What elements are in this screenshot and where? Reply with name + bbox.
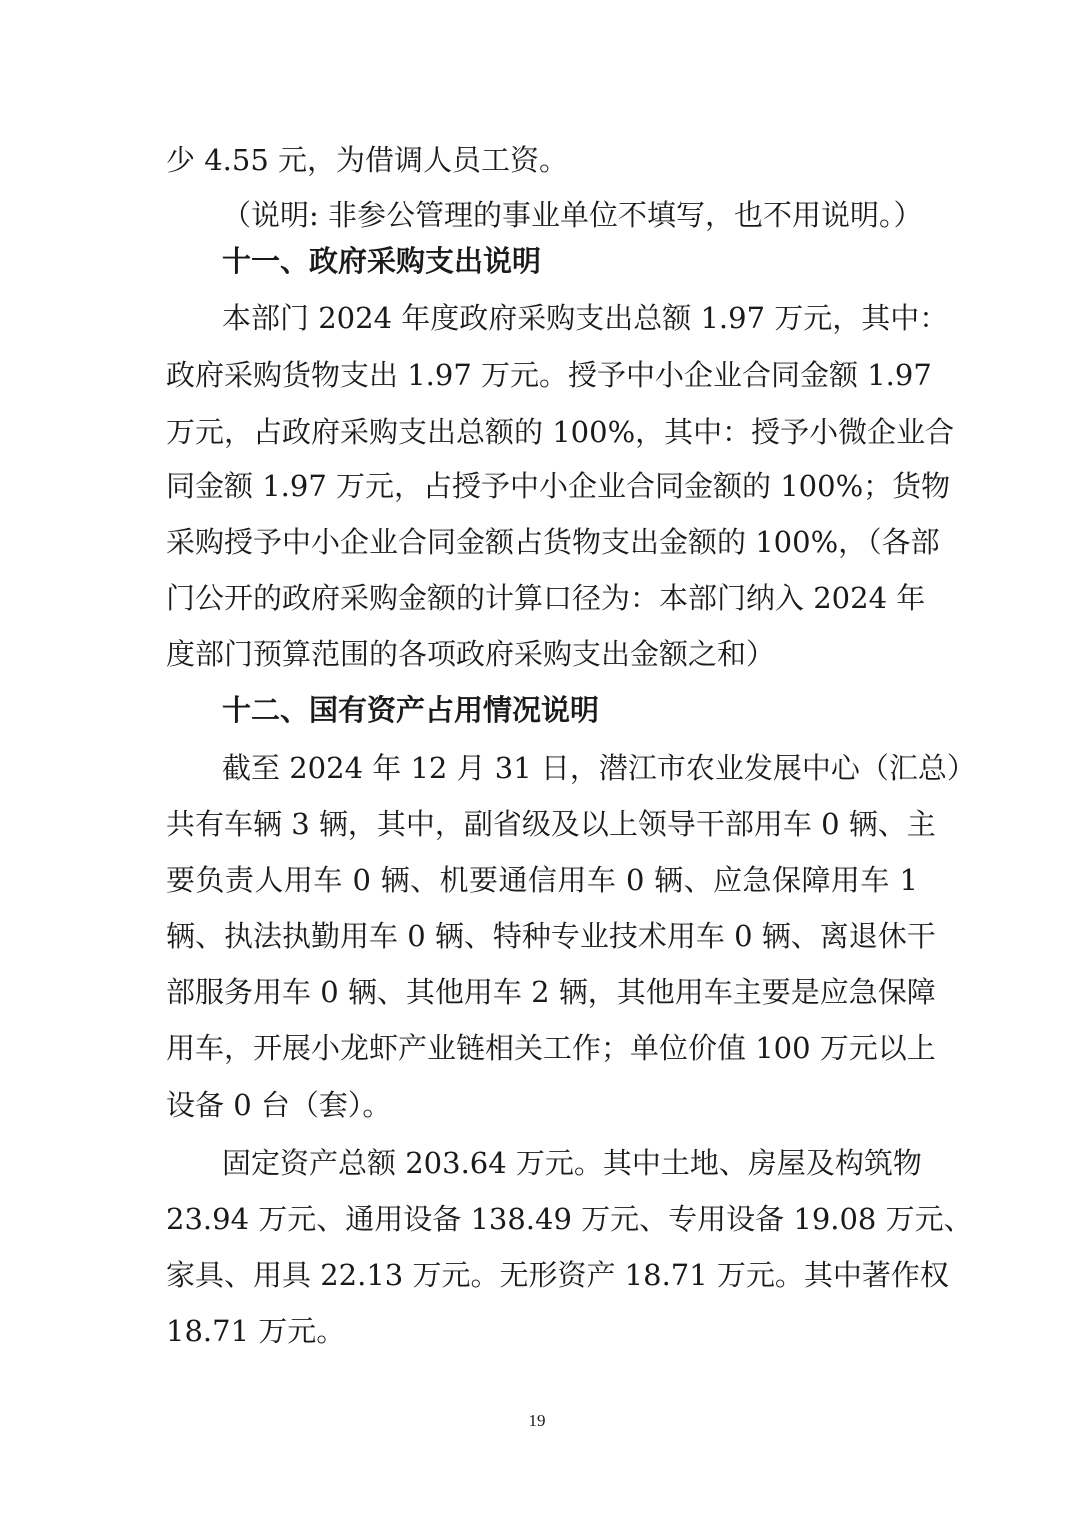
text-line: 23.94 万元、通用设备 138.49 万元、专用设备 19.08 万元、	[166, 1202, 973, 1236]
text-line: 辆、执法执勤用车 0 辆、特种专业技术用车 0 辆、离退休干	[166, 919, 936, 953]
text-line: 采购授予中小企业合同金额占货物支出金额的 100%，（各部	[166, 525, 940, 559]
text-line: 共有车辆 3 辆，其中，副省级及以上领导干部用车 0 辆、主	[166, 807, 936, 841]
text-line: 政府采购货物支出 1.97 万元。授予中小企业合同金额 1.97	[166, 358, 932, 392]
text-line: 度部门预算范围的各项政府采购支出金额之和）	[166, 637, 776, 671]
text-line: 18.71 万元。	[166, 1314, 346, 1348]
text-line: 设备 0 台（套）。	[166, 1088, 392, 1122]
page-number: 19	[528, 1411, 546, 1430]
text-line: 用车，开展小龙虾产业链相关工作；单位价值 100 万元以上	[166, 1031, 936, 1065]
text-line: 要负责人用车 0 辆、机要通信用车 0 辆、应急保障用车 1	[166, 863, 918, 897]
text-line: 同金额 1.97 万元，占授予中小企业合同金额的 100%；货物	[166, 469, 951, 503]
text-line: 少 4.55 元，为借调人员工资。	[166, 143, 569, 177]
text-line: 部服务用车 0 辆、其他用车 2 辆，其他用车主要是应急保障	[166, 975, 936, 1009]
text-line: 门公开的政府采购金额的计算口径为：本部门纳入 2024 年	[166, 581, 926, 615]
section-heading-assets: 十二、国有资产占用情况说明	[222, 693, 600, 727]
text-line: 固定资产总额 203.64 万元。其中土地、房屋及构筑物	[222, 1146, 922, 1180]
note-line: （说明: 非参公管理的事业单位不填写，也不用说明。）	[222, 198, 923, 232]
text-line: 家具、用具 22.13 万元。无形资产 18.71 万元。其中著作权	[166, 1258, 949, 1292]
text-line: 本部门 2024 年度政府采购支出总额 1.97 万元，其中：	[222, 301, 949, 335]
text-line: 万元，占政府采购支出总额的 100%，其中：授予小微企业合	[166, 415, 955, 449]
section-heading-procurement: 十一、政府采购支出说明	[222, 244, 542, 278]
text-line: 截至 2024 年 12 月 31 日，潜江市农业发展中心（汇总）	[222, 751, 976, 785]
